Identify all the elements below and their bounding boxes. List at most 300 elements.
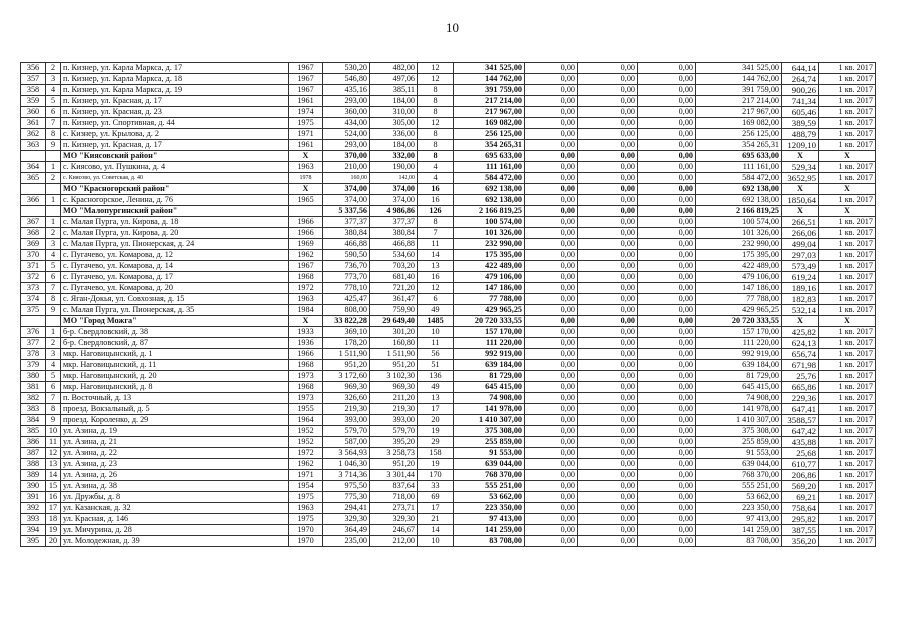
row-number-cell: 361	[21, 118, 46, 129]
funds-1-cell: 0,00	[525, 250, 578, 261]
funds-1-cell: 0,00	[525, 371, 578, 382]
residents-cell: 12	[418, 74, 454, 85]
total-area-cell: 3 714,36	[323, 470, 370, 481]
period-cell: 1 кв. 2017	[819, 371, 876, 382]
row-number-cell: 371	[21, 261, 46, 272]
funds-3-cell: 0,00	[638, 470, 696, 481]
cost-per-m2-cell: 741,34	[782, 96, 819, 107]
total-area-cell: 435,16	[323, 85, 370, 96]
total-cost-cell: 175 395,00	[696, 250, 782, 261]
total-area-cell: 951,20	[323, 360, 370, 371]
cost-per-m2-cell: 671,98	[782, 360, 819, 371]
total-area-cell: 380,84	[323, 228, 370, 239]
address-cell: ул. Азина, д. 22	[61, 448, 289, 459]
living-area-cell: 466,88	[370, 239, 418, 250]
residents-cell: 170	[418, 470, 454, 481]
period-cell: 1 кв. 2017	[819, 525, 876, 536]
living-area-cell: 212,00	[370, 536, 418, 547]
cost-cell: 422 489,00	[454, 261, 525, 272]
row-number-cell: 374	[21, 294, 46, 305]
funds-2-cell: 0,00	[578, 195, 638, 206]
funds-1-cell: 0,00	[525, 459, 578, 470]
row-number-cell: 372	[21, 272, 46, 283]
table-row	[21, 217, 876, 228]
address-cell: с. Малая Пурга, ул. Кирова, д. 20	[61, 228, 289, 239]
funds-1-cell: 0,00	[525, 85, 578, 96]
total-area-cell: 808,00	[323, 305, 370, 316]
total-cost-cell: 144 762,00	[696, 74, 782, 85]
address-cell: п. Кизнер, ул. Карла Маркса, д. 19	[61, 85, 289, 96]
address-cell: п. Кизнер, ул. Спортивная, д. 44	[61, 118, 289, 129]
living-area-cell: 190,00	[370, 162, 418, 173]
address-cell: с. Малая Пурга, ул. Пионерская, д. 24	[61, 239, 289, 250]
table-row	[21, 294, 876, 305]
total-cost-cell: 255 859,00	[696, 437, 782, 448]
table-body	[21, 63, 876, 547]
funds-2-cell: 0,00	[578, 514, 638, 525]
total-area-cell: 530,20	[323, 63, 370, 74]
residents-cell: 17	[418, 503, 454, 514]
cost-cell: 639 184,00	[454, 360, 525, 371]
cost-cell: 375 308,00	[454, 426, 525, 437]
residents-cell: 8	[418, 140, 454, 151]
total-cost-cell: 20 720 333,55	[696, 316, 782, 327]
sub-number-cell: 10	[46, 426, 61, 437]
cost-cell: 141 978,00	[454, 404, 525, 415]
total-area-cell: 235,00	[323, 536, 370, 547]
year-cell: 1969	[289, 239, 323, 250]
funds-3-cell: 0,00	[638, 118, 696, 129]
living-area-cell: 273,71	[370, 503, 418, 514]
residents-cell: 17	[418, 404, 454, 415]
row-number-cell: 392	[21, 503, 46, 514]
cost-per-m2-cell: 532,14	[782, 305, 819, 316]
total-area-cell: 326,60	[323, 393, 370, 404]
funds-3-cell: 0,00	[638, 305, 696, 316]
period-cell: 1 кв. 2017	[819, 96, 876, 107]
address-cell: п. Кизнер, ул. Красная, д. 17	[61, 96, 289, 107]
period-cell: 1 кв. 2017	[819, 393, 876, 404]
funds-2-cell: 0,00	[578, 503, 638, 514]
period-cell: 1 кв. 2017	[819, 448, 876, 459]
total-cost-cell: 157 170,00	[696, 327, 782, 338]
total-cost-cell: 341 525,00	[696, 63, 782, 74]
total-area-cell: 778,10	[323, 283, 370, 294]
table-row	[21, 173, 876, 184]
funds-1-cell: 0,00	[525, 305, 578, 316]
residents-cell: 19	[418, 459, 454, 470]
period-cell: 1 кв. 2017	[819, 261, 876, 272]
total-cost-cell: 74 908,00	[696, 393, 782, 404]
cost-cell: 645 415,00	[454, 382, 525, 393]
total-cost-cell: 100 574,00	[696, 217, 782, 228]
cost-cell: 555 251,00	[454, 481, 525, 492]
funds-3-cell: 0,00	[638, 261, 696, 272]
total-area-cell: 1 511,90	[323, 349, 370, 360]
sub-number-cell: 1	[46, 162, 61, 173]
funds-1-cell: 0,00	[525, 426, 578, 437]
funds-1-cell: 0,00	[525, 404, 578, 415]
cost-per-m2-cell: 529,34	[782, 162, 819, 173]
period-cell: 1 кв. 2017	[819, 470, 876, 481]
living-area-cell: 759,90	[370, 305, 418, 316]
total-area-cell: 5 337,56	[323, 206, 370, 217]
funds-1-cell: 0,00	[525, 316, 578, 327]
funds-2-cell: 0,00	[578, 327, 638, 338]
living-area-cell: 211,20	[370, 393, 418, 404]
residents-cell: 13	[418, 393, 454, 404]
cost-cell: 992 919,00	[454, 349, 525, 360]
cost-cell: 20 720 333,55	[454, 316, 525, 327]
year-cell: 1961	[289, 140, 323, 151]
living-area-cell: 305,00	[370, 118, 418, 129]
table-row	[21, 525, 876, 536]
funds-2-cell: 0,00	[578, 63, 638, 74]
living-area-cell: 703,20	[370, 261, 418, 272]
funds-2-cell: 0,00	[578, 217, 638, 228]
period-cell: 1 кв. 2017	[819, 239, 876, 250]
funds-3-cell: 0,00	[638, 525, 696, 536]
total-cost-cell: 692 138,00	[696, 195, 782, 206]
table-row	[21, 140, 876, 151]
row-number-cell: 369	[21, 239, 46, 250]
period-cell: 1 кв. 2017	[819, 459, 876, 470]
address-cell: ул. Азина, д. 38	[61, 481, 289, 492]
row-number-cell: 357	[21, 74, 46, 85]
total-cost-cell: 375 308,00	[696, 426, 782, 437]
funds-3-cell: 0,00	[638, 239, 696, 250]
group-row	[21, 206, 876, 217]
year-cell: 1933	[289, 327, 323, 338]
residents-cell: 16	[418, 184, 454, 195]
period-cell: 1 кв. 2017	[819, 85, 876, 96]
address-cell: б-р. Свердловский, д. 87	[61, 338, 289, 349]
living-area-cell: 1 511,90	[370, 349, 418, 360]
funds-1-cell: 0,00	[525, 217, 578, 228]
row-number-cell: 383	[21, 404, 46, 415]
sub-number-cell: 18	[46, 514, 61, 525]
sub-number-cell: 8	[46, 294, 61, 305]
residents-cell: 1485	[418, 316, 454, 327]
funds-3-cell: 0,00	[638, 217, 696, 228]
living-area-cell: 579,70	[370, 426, 418, 437]
address-cell: с. Малая Пурга, ул. Пионерская, д. 35	[61, 305, 289, 316]
living-area-cell: 4 986,86	[370, 206, 418, 217]
cost-cell: 81 729,00	[454, 371, 525, 382]
cost-per-m2-cell: 356,20	[782, 536, 819, 547]
year-cell: X	[289, 316, 323, 327]
table-row	[21, 503, 876, 514]
table-row	[21, 382, 876, 393]
sub-number-cell: 7	[46, 118, 61, 129]
funds-3-cell: 0,00	[638, 492, 696, 503]
cost-cell: 217 214,00	[454, 96, 525, 107]
living-area-cell: 332,00	[370, 151, 418, 162]
year-cell: 1970	[289, 525, 323, 536]
address-cell: с. Киясово, ул. Советская, д. 40	[61, 173, 289, 184]
period-cell: 1 кв. 2017	[819, 195, 876, 206]
funds-2-cell: 0,00	[578, 437, 638, 448]
year-cell: 1962	[289, 459, 323, 470]
cost-cell: 91 553,00	[454, 448, 525, 459]
address-cell: ул. Азина, д. 23	[61, 459, 289, 470]
sub-number-cell: 11	[46, 437, 61, 448]
total-cost-cell: 555 251,00	[696, 481, 782, 492]
row-number-cell: 376	[21, 327, 46, 338]
funds-2-cell: 0,00	[578, 470, 638, 481]
funds-1-cell: 0,00	[525, 96, 578, 107]
funds-3-cell: 0,00	[638, 349, 696, 360]
cost-per-m2-cell: 644,14	[782, 63, 819, 74]
row-number-cell: 362	[21, 129, 46, 140]
total-cost-cell: 256 125,00	[696, 129, 782, 140]
address-cell: с. Малая Пурга, ул. Кирова, д. 18	[61, 217, 289, 228]
row-number-cell: 384	[21, 415, 46, 426]
total-area-cell: 434,00	[323, 118, 370, 129]
total-area-cell: 160,00	[323, 173, 370, 184]
period-cell: 1 кв. 2017	[819, 437, 876, 448]
funds-1-cell: 0,00	[525, 503, 578, 514]
period-cell: 1 кв. 2017	[819, 162, 876, 173]
funds-2-cell: 0,00	[578, 525, 638, 536]
row-number-cell: 388	[21, 459, 46, 470]
row-number-cell: 386	[21, 437, 46, 448]
row-number-cell: 393	[21, 514, 46, 525]
table-row	[21, 360, 876, 371]
total-area-cell: 1 046,30	[323, 459, 370, 470]
living-area-cell: 29 649,40	[370, 316, 418, 327]
funds-2-cell: 0,00	[578, 283, 638, 294]
residents-cell: 10	[418, 536, 454, 547]
sub-number-cell: 2	[46, 173, 61, 184]
residents-cell: 158	[418, 448, 454, 459]
sub-number-cell: 8	[46, 404, 61, 415]
sub-number-cell: 5	[46, 371, 61, 382]
table-row	[21, 272, 876, 283]
year-cell: 1963	[289, 294, 323, 305]
total-cost-cell: 695 633,00	[696, 151, 782, 162]
living-area-cell: 219,30	[370, 404, 418, 415]
cost-per-m2-cell: 266,06	[782, 228, 819, 239]
total-cost-cell: 81 729,00	[696, 371, 782, 382]
cost-per-m2-cell: 647,42	[782, 426, 819, 437]
total-cost-cell: 223 350,00	[696, 503, 782, 514]
table-row	[21, 118, 876, 129]
living-area-cell: 374,00	[370, 195, 418, 206]
total-area-cell: 425,47	[323, 294, 370, 305]
funds-2-cell: 0,00	[578, 316, 638, 327]
funds-3-cell: 0,00	[638, 162, 696, 173]
funds-3-cell: 0,00	[638, 338, 696, 349]
row-number-cell: 356	[21, 63, 46, 74]
table-row	[21, 129, 876, 140]
year-cell: X	[289, 184, 323, 195]
funds-3-cell: 0,00	[638, 228, 696, 239]
funds-1-cell: 0,00	[525, 228, 578, 239]
table-row	[21, 305, 876, 316]
cost-cell: 101 326,00	[454, 228, 525, 239]
funds-3-cell: 0,00	[638, 63, 696, 74]
year-cell: 1975	[289, 492, 323, 503]
total-area-cell: 33 822,28	[323, 316, 370, 327]
address-cell: ул. Молодежная, д. 39	[61, 536, 289, 547]
funds-1-cell: 0,00	[525, 195, 578, 206]
period-cell: 1 кв. 2017	[819, 327, 876, 338]
table-row	[21, 283, 876, 294]
year-cell: 1952	[289, 437, 323, 448]
funds-3-cell: 0,00	[638, 415, 696, 426]
page-number: 10	[446, 20, 459, 35]
year-cell: 1963	[289, 503, 323, 514]
sub-number-cell: 19	[46, 525, 61, 536]
funds-1-cell: 0,00	[525, 107, 578, 118]
funds-3-cell: 0,00	[638, 74, 696, 85]
address-cell: п. Кизнер, ул. Красная, д. 17	[61, 140, 289, 151]
funds-3-cell: 0,00	[638, 514, 696, 525]
cost-per-m2-cell: 610,77	[782, 459, 819, 470]
funds-2-cell: 0,00	[578, 459, 638, 470]
residents-cell: 14	[418, 525, 454, 536]
table-row	[21, 250, 876, 261]
address-cell: п. Кизнер, ул. Карла Маркса, д. 18	[61, 74, 289, 85]
residents-cell: 51	[418, 360, 454, 371]
funds-2-cell: 0,00	[578, 371, 638, 382]
cost-per-m2-cell: 387,55	[782, 525, 819, 536]
total-cost-cell: 692 138,00	[696, 184, 782, 195]
group-row	[21, 316, 876, 327]
funds-1-cell: 0,00	[525, 283, 578, 294]
residents-cell: 6	[418, 294, 454, 305]
address-cell: МО "Красногорский район"	[61, 184, 289, 195]
total-area-cell: 3 564,93	[323, 448, 370, 459]
funds-3-cell: 0,00	[638, 536, 696, 547]
total-cost-cell: 639 184,00	[696, 360, 782, 371]
funds-1-cell: 0,00	[525, 470, 578, 481]
year-cell: 1971	[289, 470, 323, 481]
residents-cell: 8	[418, 107, 454, 118]
address-cell: с. Пугачево, ул. Комарова, д. 20	[61, 283, 289, 294]
year-cell: 1971	[289, 129, 323, 140]
total-cost-cell: 141 978,00	[696, 404, 782, 415]
cost-cell: 141 259,00	[454, 525, 525, 536]
cost-cell: 341 525,00	[454, 63, 525, 74]
funds-1-cell: 0,00	[525, 118, 578, 129]
living-area-cell: 951,20	[370, 459, 418, 470]
funds-2-cell: 0,00	[578, 228, 638, 239]
address-cell: с. Красногорское, Ленина, д. 76	[61, 195, 289, 206]
funds-2-cell: 0,00	[578, 107, 638, 118]
table-row	[21, 393, 876, 404]
living-area-cell: 336,00	[370, 129, 418, 140]
funds-1-cell: 0,00	[525, 173, 578, 184]
residents-cell: 8	[418, 129, 454, 140]
cost-per-m2-cell: 665,86	[782, 382, 819, 393]
total-area-cell: 524,00	[323, 129, 370, 140]
residents-cell: 11	[418, 239, 454, 250]
living-area-cell: 497,06	[370, 74, 418, 85]
funds-3-cell: 0,00	[638, 426, 696, 437]
table-row	[21, 228, 876, 239]
funds-2-cell: 0,00	[578, 184, 638, 195]
cost-cell: 111 161,00	[454, 162, 525, 173]
funds-2-cell: 0,00	[578, 448, 638, 459]
funds-3-cell: 0,00	[638, 206, 696, 217]
year-cell: 1968	[289, 382, 323, 393]
table-row	[21, 371, 876, 382]
total-cost-cell: 97 413,00	[696, 514, 782, 525]
funds-3-cell: 0,00	[638, 85, 696, 96]
funds-2-cell: 0,00	[578, 151, 638, 162]
table-row	[21, 338, 876, 349]
living-area-cell: 534,60	[370, 250, 418, 261]
total-area-cell: 587,00	[323, 437, 370, 448]
cost-cell: 2 166 819,25	[454, 206, 525, 217]
row-number-cell	[21, 206, 46, 217]
total-cost-cell: 169 082,00	[696, 118, 782, 129]
funds-3-cell: 0,00	[638, 503, 696, 514]
residents-cell: 136	[418, 371, 454, 382]
row-number-cell: 389	[21, 470, 46, 481]
address-cell: ул. Азина, д. 19	[61, 426, 289, 437]
cost-cell: 354 265,31	[454, 140, 525, 151]
total-area-cell: 546,80	[323, 74, 370, 85]
funds-1-cell: 0,00	[525, 448, 578, 459]
total-cost-cell: 111 161,00	[696, 162, 782, 173]
row-number-cell: 368	[21, 228, 46, 239]
residents-cell: 29	[418, 437, 454, 448]
total-area-cell: 393,00	[323, 415, 370, 426]
total-cost-cell: 391 759,00	[696, 85, 782, 96]
living-area-cell: 385,11	[370, 85, 418, 96]
funds-2-cell: 0,00	[578, 239, 638, 250]
sub-number-cell: 4	[46, 360, 61, 371]
residents-cell: 4	[418, 173, 454, 184]
address-cell: с. Пугачево, ул. Комарова, д. 14	[61, 261, 289, 272]
funds-2-cell: 0,00	[578, 261, 638, 272]
sub-number-cell: 2	[46, 63, 61, 74]
year-cell: 1968	[289, 272, 323, 283]
total-cost-cell: 992 919,00	[696, 349, 782, 360]
cost-cell: 692 138,00	[454, 195, 525, 206]
funds-3-cell: 0,00	[638, 283, 696, 294]
cost-per-m2-cell: 647,41	[782, 404, 819, 415]
total-area-cell: 969,30	[323, 382, 370, 393]
residents-cell: 126	[418, 206, 454, 217]
total-area-cell: 3 172,60	[323, 371, 370, 382]
funds-1-cell: 0,00	[525, 492, 578, 503]
period-cell: 1 кв. 2017	[819, 481, 876, 492]
table-row	[21, 536, 876, 547]
funds-3-cell: 0,00	[638, 250, 696, 261]
year-cell: 1967	[289, 261, 323, 272]
sub-number-cell: 9	[46, 415, 61, 426]
cost-per-m2-cell: 264,74	[782, 74, 819, 85]
address-cell: с. Яган-Докья, ул. Совхозная, д. 15	[61, 294, 289, 305]
period-cell: 1 кв. 2017	[819, 536, 876, 547]
funds-3-cell: 0,00	[638, 393, 696, 404]
funds-2-cell: 0,00	[578, 85, 638, 96]
address-cell: мкр. Наговицынский, д. 11	[61, 360, 289, 371]
funds-1-cell: 0,00	[525, 294, 578, 305]
funds-1-cell: 0,00	[525, 140, 578, 151]
address-cell: МО "Малопургинский район"	[61, 206, 289, 217]
table-row	[21, 327, 876, 338]
residents-cell: 19	[418, 426, 454, 437]
funds-3-cell: 0,00	[638, 184, 696, 195]
period-cell: 1 кв. 2017	[819, 118, 876, 129]
funds-3-cell: 0,00	[638, 404, 696, 415]
total-cost-cell: 147 186,00	[696, 283, 782, 294]
